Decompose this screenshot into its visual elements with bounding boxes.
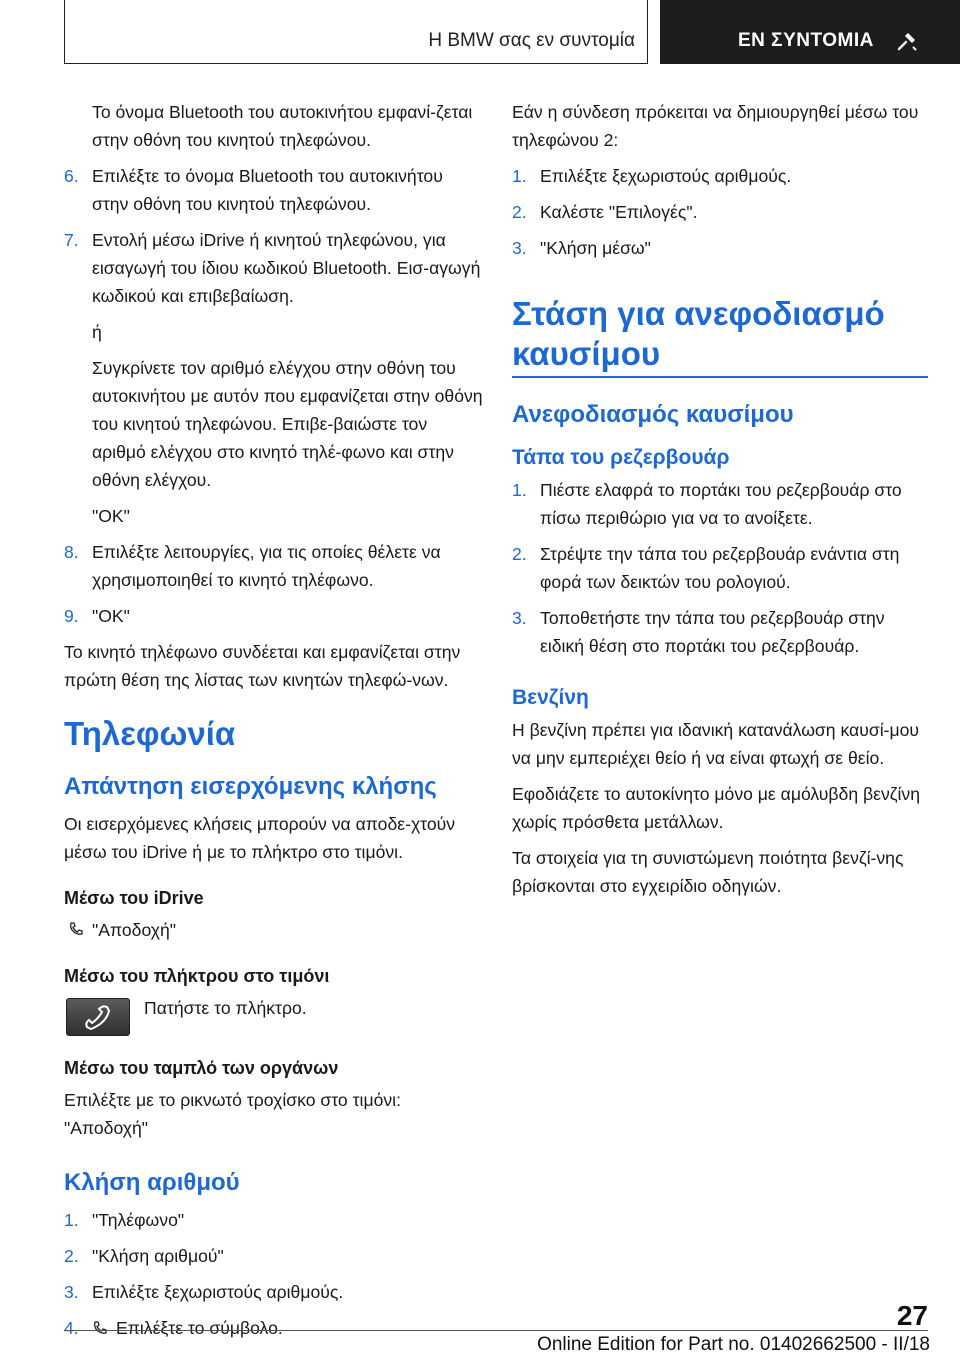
incoming-call-text: Οι εισερχόμενες κλήσεις μπορούν να αποδε-χτούν μέσω του iDrive ή με το πλήκτρο στο τιμόνι. bbox=[64, 814, 456, 862]
step-number: 3. bbox=[512, 238, 527, 258]
heading-via-instrument-cluster: Μέσω του ταμπλό των οργάνων bbox=[64, 1058, 339, 1078]
page-number: 27 bbox=[896, 1300, 928, 1331]
step-text: Επιλέξτε ξεχωριστούς αριθμούς. bbox=[92, 1282, 344, 1302]
step-7-or: ή bbox=[92, 322, 102, 342]
step-text: "OK" bbox=[92, 606, 130, 626]
petrol-text-2: Εφοδιάζετε το αυτοκίνητο μόνο με αμόλυβδη βενζίνη χωρίς πρόσθετα μετάλλων. bbox=[512, 784, 921, 832]
idrive-accept-item bbox=[64, 916, 484, 944]
phone2-step-2 bbox=[512, 198, 928, 226]
step-text: Εντολή μέσω iDrive ή κινητού τηλεφώνου, για εισαγωγή του ίδιου κωδικού Bluetooth. Εισ-αγωγή κωδικού και επιβεβαίωση. bbox=[92, 230, 481, 306]
step-number: 1. bbox=[512, 166, 527, 186]
header-section-box bbox=[660, 0, 960, 64]
petrol-text-3: Τα στοιχεία για τη συνιστώμενη ποιότητα βενζί-νης βρίσκονται στο εγχειρίδιο οδηγιών. bbox=[512, 848, 904, 896]
heading-refuel-stop: Στάση για ανεφοδιασμό καυσίμου bbox=[512, 294, 928, 378]
dial-step-1 bbox=[64, 1206, 484, 1234]
heading-telephony: Τηλεφωνία bbox=[64, 715, 236, 752]
phone-2-intro: Εάν η σύνδεση πρόκειται να δημιουργηθεί μέσω του τηλεφώνου 2: bbox=[512, 102, 919, 150]
steering-button-row bbox=[64, 994, 484, 1036]
header-chapter-box bbox=[64, 0, 648, 64]
cap-step-2 bbox=[512, 540, 928, 596]
steering-phone-button-image bbox=[66, 998, 130, 1036]
step-text: Επιλέξτε το όνομα Bluetooth του αυτοκινήτου στην οθόνη του κινητού τηλεφώνου. bbox=[92, 166, 443, 214]
step-number: 8. bbox=[64, 542, 79, 562]
step-number: 1. bbox=[64, 1210, 79, 1230]
footer-divider bbox=[64, 1330, 928, 1331]
step-number: 1. bbox=[512, 480, 527, 500]
step-number: 2. bbox=[512, 544, 527, 564]
heading-via-steering-button: Μέσω του πλήκτρου στο τιμόνι bbox=[64, 966, 330, 986]
heading-via-idrive: Μέσω του iDrive bbox=[64, 888, 204, 908]
edition-text: Online Edition for Part no. 01402662500 - II/18 bbox=[537, 1334, 930, 1355]
instrument-cluster-text: Επιλέξτε με το ρικνωτό τροχίσκο στο τιμόνι: "Αποδοχή" bbox=[64, 1090, 401, 1138]
cap-step-1 bbox=[512, 476, 928, 532]
right-column bbox=[512, 98, 928, 908]
step-text: Επιλέξτε λειτουργίες, για τις οποίες θέλετε να χρησιμοποιηθεί το κινητό τηλέφωνο. bbox=[92, 542, 441, 590]
dial-step-3 bbox=[64, 1278, 484, 1306]
step-text: Καλέστε "Επιλογές". bbox=[540, 202, 698, 222]
header-chapter-title: Η BMW σας εν συντομία bbox=[428, 30, 635, 51]
header-section-title: ΕΝ ΣΥΝΤΟΜΙΑ bbox=[738, 30, 874, 51]
dial-step-2 bbox=[64, 1242, 484, 1270]
step-8 bbox=[64, 538, 484, 594]
dial-step-4 bbox=[64, 1314, 484, 1342]
step-9 bbox=[64, 602, 484, 630]
heading-dial-number: Κλήση αριθμού bbox=[64, 1169, 240, 1196]
continued-text: Το όνομα Bluetooth του αυτοκινήτου εμφανί-ζεται στην οθόνη του κινητού τηλεφώνου. bbox=[92, 102, 473, 150]
step-number: 4. bbox=[64, 1318, 79, 1338]
quick-reference-icon bbox=[896, 30, 918, 52]
heading-petrol: Βενζίνη bbox=[512, 686, 589, 709]
heading-incoming-call: Απάντηση εισερχόμενης κλήσης bbox=[64, 773, 437, 800]
step-7 bbox=[64, 226, 484, 310]
step-text: "Τηλέφωνο" bbox=[92, 1210, 185, 1230]
step-number: 6. bbox=[64, 166, 79, 186]
step-text: Επιλέξτε το σύμβολο. bbox=[116, 1318, 283, 1338]
step-7-ok: "OK" bbox=[92, 506, 130, 526]
petrol-text-1: Η βενζίνη πρέπει για ιδανική κατανάλωση καυσί-μου να μην εμπεριέχει θείο ή να είναι φτωχή σε θείο. bbox=[512, 720, 920, 768]
step-number: 2. bbox=[512, 202, 527, 222]
step-number: 9. bbox=[64, 606, 79, 626]
heading-fuel-cap: Τάπα του ρεζερβουάρ bbox=[512, 446, 730, 469]
accept-label: "Αποδοχή" bbox=[92, 920, 177, 940]
phone-handset-icon bbox=[68, 921, 84, 937]
step-text: Στρέψτε την τάπα του ρεζερβουάρ ενάντια στη φορά των δεικτών του ρολογιού. bbox=[540, 544, 900, 592]
cap-step-3 bbox=[512, 604, 928, 660]
step-text: Τοποθετήστε την τάπα του ρεζερβουάρ στην ειδική θέση στο πορτάκι του ρεζερβουάρ. bbox=[540, 608, 885, 656]
step-7-alternative: Συγκρίνετε τον αριθμό ελέγχου στην οθόνη του αυτοκινήτου με αυτόν που εμφανίζεται στην οθόνη του κινητού τηλεφώνου. Επιβε-βαιώστε τον αριθμό ελέγχου στο κινητό τηλέ-φωνο και στην οθόνη ελέγχου. bbox=[92, 358, 483, 490]
step-text: "Κλήση μέσω" bbox=[540, 238, 651, 258]
phone2-step-3 bbox=[512, 234, 928, 262]
step-number: 3. bbox=[64, 1282, 79, 1302]
step-number: 3. bbox=[512, 608, 527, 628]
step-number: 7. bbox=[64, 230, 79, 250]
press-button-text: Πατήστε το πλήκτρο. bbox=[144, 998, 307, 1018]
step-text: Πιέστε ελαφρά το πορτάκι του ρεζερβουάρ στο πίσω περιθώριο για να το ανοίξετε. bbox=[540, 480, 902, 528]
heading-refueling: Ανεφοδιασμός καυσίμου bbox=[512, 401, 794, 428]
phone2-step-1 bbox=[512, 162, 928, 190]
step-6 bbox=[64, 162, 484, 218]
phone-handset-icon bbox=[92, 1320, 108, 1336]
footer-edition bbox=[537, 1334, 930, 1356]
connection-result-text: Το κινητό τηλέφωνο συνδέεται και εμφανίζεται στην πρώτη θέση της λίστας των κινητών τηλεφώ-νων. bbox=[64, 642, 461, 690]
step-text: "Κλήση αριθμού" bbox=[92, 1246, 224, 1266]
step-number: 2. bbox=[64, 1246, 79, 1266]
step-text: Επιλέξτε ξεχωριστούς αριθμούς. bbox=[540, 166, 792, 186]
phone-handset-icon bbox=[81, 1003, 115, 1031]
left-column bbox=[64, 98, 484, 1350]
